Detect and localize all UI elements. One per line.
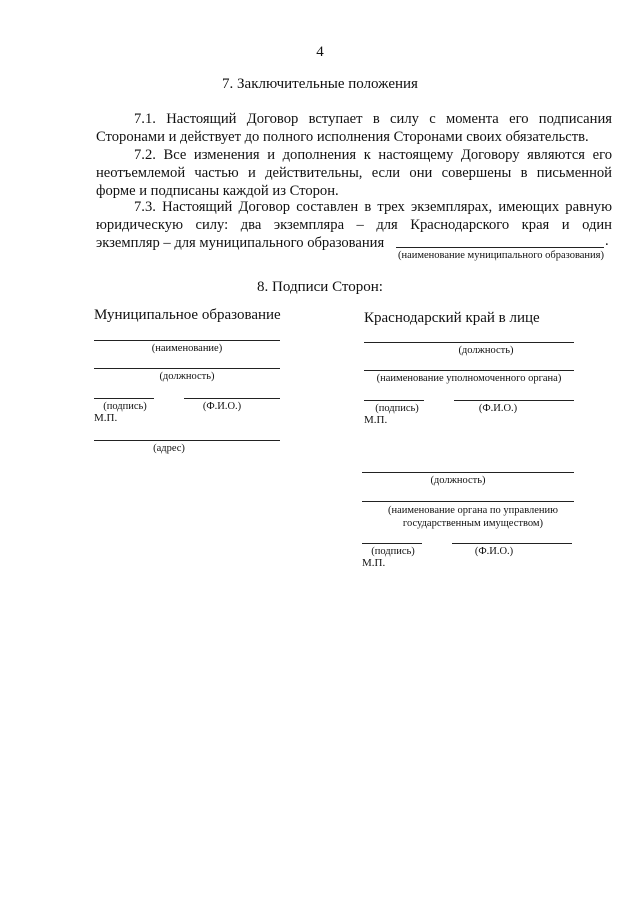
municipality-name-caption: (наименование муниципального образования): [397, 250, 605, 261]
fio-line: [184, 398, 280, 399]
fio-caption: (Ф.И.О.): [202, 401, 242, 412]
paragraph-line: 7.2. Все изменения и дополнения к настоящему Договору являются его: [134, 147, 612, 163]
paragraph-7-2: [96, 147, 612, 200]
organ2-line: [362, 501, 574, 502]
paragraph-line: Сторонами и действует до полного исполнения Сторонами своих обязательств.: [96, 128, 589, 145]
paragraph-line: 7.1. Настоящий Договор вступает в силу с момента его подписания: [134, 111, 612, 127]
position-line: [364, 342, 574, 343]
right-party-heading: Краснодарский край в лице: [364, 310, 540, 326]
organ-line: [364, 370, 574, 371]
paragraph-line: юридическую силу: два экземпляра – для Краснодарского края и один: [96, 216, 612, 233]
address-caption: (адрес): [153, 443, 185, 454]
organ2-caption: [362, 504, 584, 530]
left-party-heading: Муниципальное образование: [94, 307, 281, 323]
organ2-caption-line: государственным имуществом): [402, 518, 544, 529]
fio-caption: (Ф.И.О.): [478, 403, 518, 414]
signature-caption: (подпись): [103, 401, 147, 412]
page-number: 4: [316, 44, 324, 60]
municipality-name-line: [396, 247, 604, 248]
organ-caption: (наименование уполномоченного органа): [376, 373, 562, 384]
stamp2-placeholder: М.П.: [362, 557, 386, 569]
address-line: [94, 440, 280, 441]
fio-line: [454, 400, 574, 401]
fio2-caption: (Ф.И.О.): [474, 546, 514, 557]
paragraph-7-3: [96, 199, 612, 252]
signature-caption: (подпись): [375, 403, 419, 414]
name-line: [94, 340, 280, 341]
paragraph-7-1: [96, 111, 612, 147]
signature2-line: [362, 543, 422, 544]
paragraph-line: неотъемлемой частью и действительны, если они совершены в письменной: [96, 164, 612, 181]
position2-line: [362, 472, 574, 473]
fio2-line: [452, 543, 572, 544]
stamp-placeholder: М.П.: [94, 412, 118, 424]
name-caption: (наименование): [151, 343, 223, 354]
paragraph-line: форме и подписаны каждой из Сторон.: [96, 182, 339, 199]
paragraph-line: 7.3. Настоящий Договор составлен в трех экземплярах, имеющих равную: [134, 199, 612, 215]
organ2-caption-line: (наименование органа по управлению: [387, 505, 559, 516]
position2-caption: (должность): [430, 475, 486, 486]
stamp-placeholder: М.П.: [364, 414, 388, 426]
paragraph-line: экземпляр – для муниципального образования: [96, 234, 385, 251]
section-7-title: 7. Заключительные положения: [222, 76, 418, 92]
signature-line: [364, 400, 424, 401]
signature-line: [94, 398, 154, 399]
paragraph-end-period: .: [605, 233, 609, 249]
position-caption: (должность): [458, 345, 514, 356]
signature2-caption: (подпись): [371, 546, 415, 557]
section-8-title: 8. Подписи Сторон:: [257, 279, 383, 295]
position-line: [94, 368, 280, 369]
position-caption: (должность): [159, 371, 215, 382]
